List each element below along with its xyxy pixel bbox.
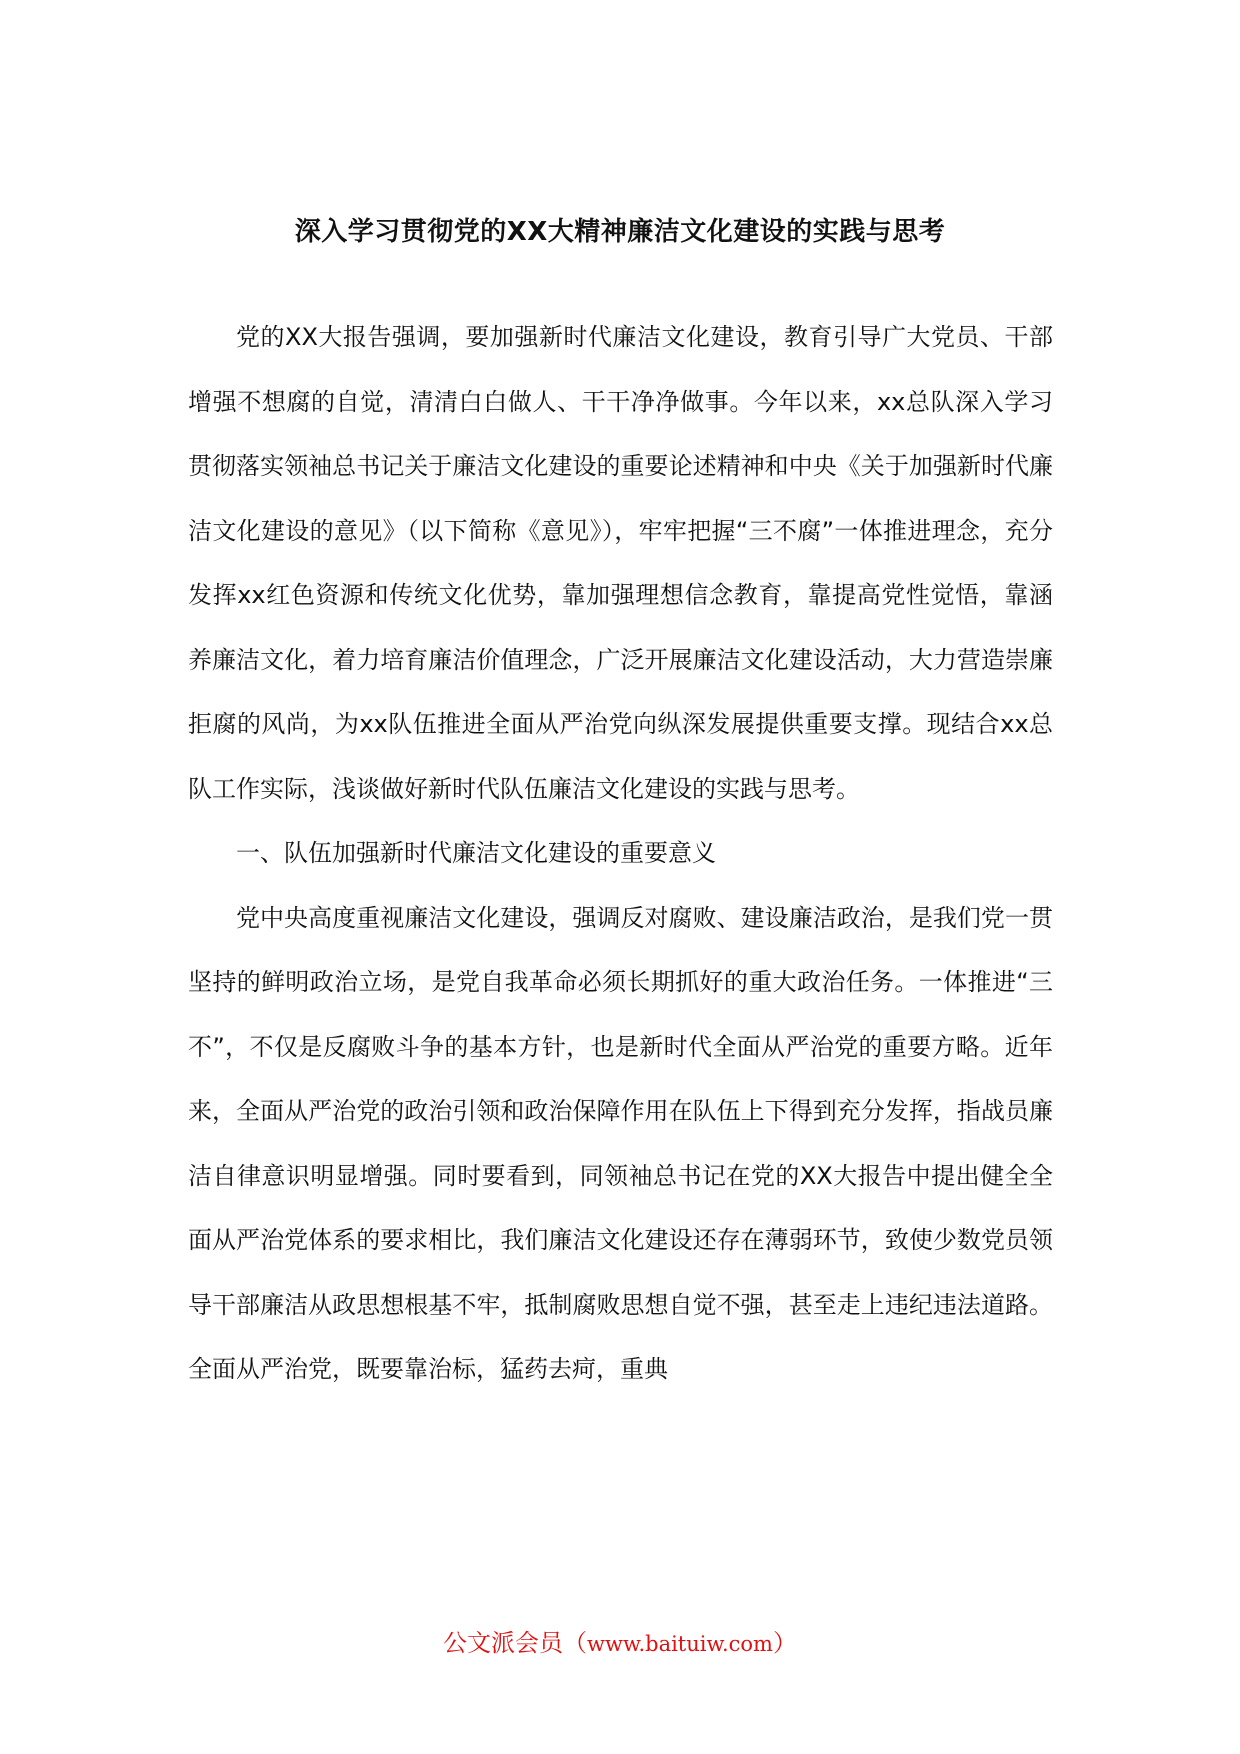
footer-label: 公文派会员: [443, 1629, 564, 1657]
footer-open-paren: （: [563, 1629, 588, 1657]
document-title: 深入学习贯彻党的XX大精神廉洁文化建设的实践与思考: [294, 217, 946, 247]
footer-close-paren: ）: [772, 1629, 797, 1657]
footer-url[interactable]: www.baituiw.com: [587, 1632, 773, 1656]
document-body: [188, 305, 1053, 1402]
section-heading-1: 一、队伍加强新时代廉洁文化建设的重要意义: [236, 839, 716, 867]
paragraph-section-1: 党中央高度重视廉洁文化建设，强调反对腐败、建设廉洁政治，是我们党一贯坚持的鲜明政治立场，是党自我革命必须长期抓好的重大政治任务。一体推进“三不”，不仅是反腐败斗争的基本方针，也是新时代全面从严治党的重要方略。近年来，全面从严治党的政治引领和政治保障作用在队伍上下得到充分发挥，指战员廉洁自律意识明显增强。同时要看到，同领袖总书记在党的XX大报告中提出健全全面从严治党体系的要求相比，我们廉洁文化建设还存在薄弱环节，致使少数党员领导干部廉洁从政思想根基不牢，抵制腐败思想自觉不强，甚至走上违纪违法道路。全面从严治党，既要靠治标，猛药去疴，重典: [188, 903, 1053, 1383]
paragraph-intro: 党的XX大报告强调，要加强新时代廉洁文化建设，教育引导广大党员、干部增强不想腐的自觉，清清白白做人、干干净净做事。今年以来，xx总队深入学习贯彻落实领袖总书记关于廉洁文化建设的重要论述精神和中央《关于加强新时代廉洁文化建设的意见》（以下简称《意见》），牢牢把握“三不腐”一体推进理念，充分发挥xx红色资源和传统文化优势，靠加强理想信念教育，靠提高党性觉悟，靠涵养廉洁文化，着力培育廉洁价值理念，广泛开展廉洁文化建设活动，大力营造崇廉拒腐的风尚，为xx队伍推进全面从严治党向纵深发展提供重要支撑。现结合xx总队工作实际，浅谈做好新时代队伍廉洁文化建设的实践与思考。: [188, 323, 1053, 803]
footer-watermark: [0, 1623, 1240, 1664]
